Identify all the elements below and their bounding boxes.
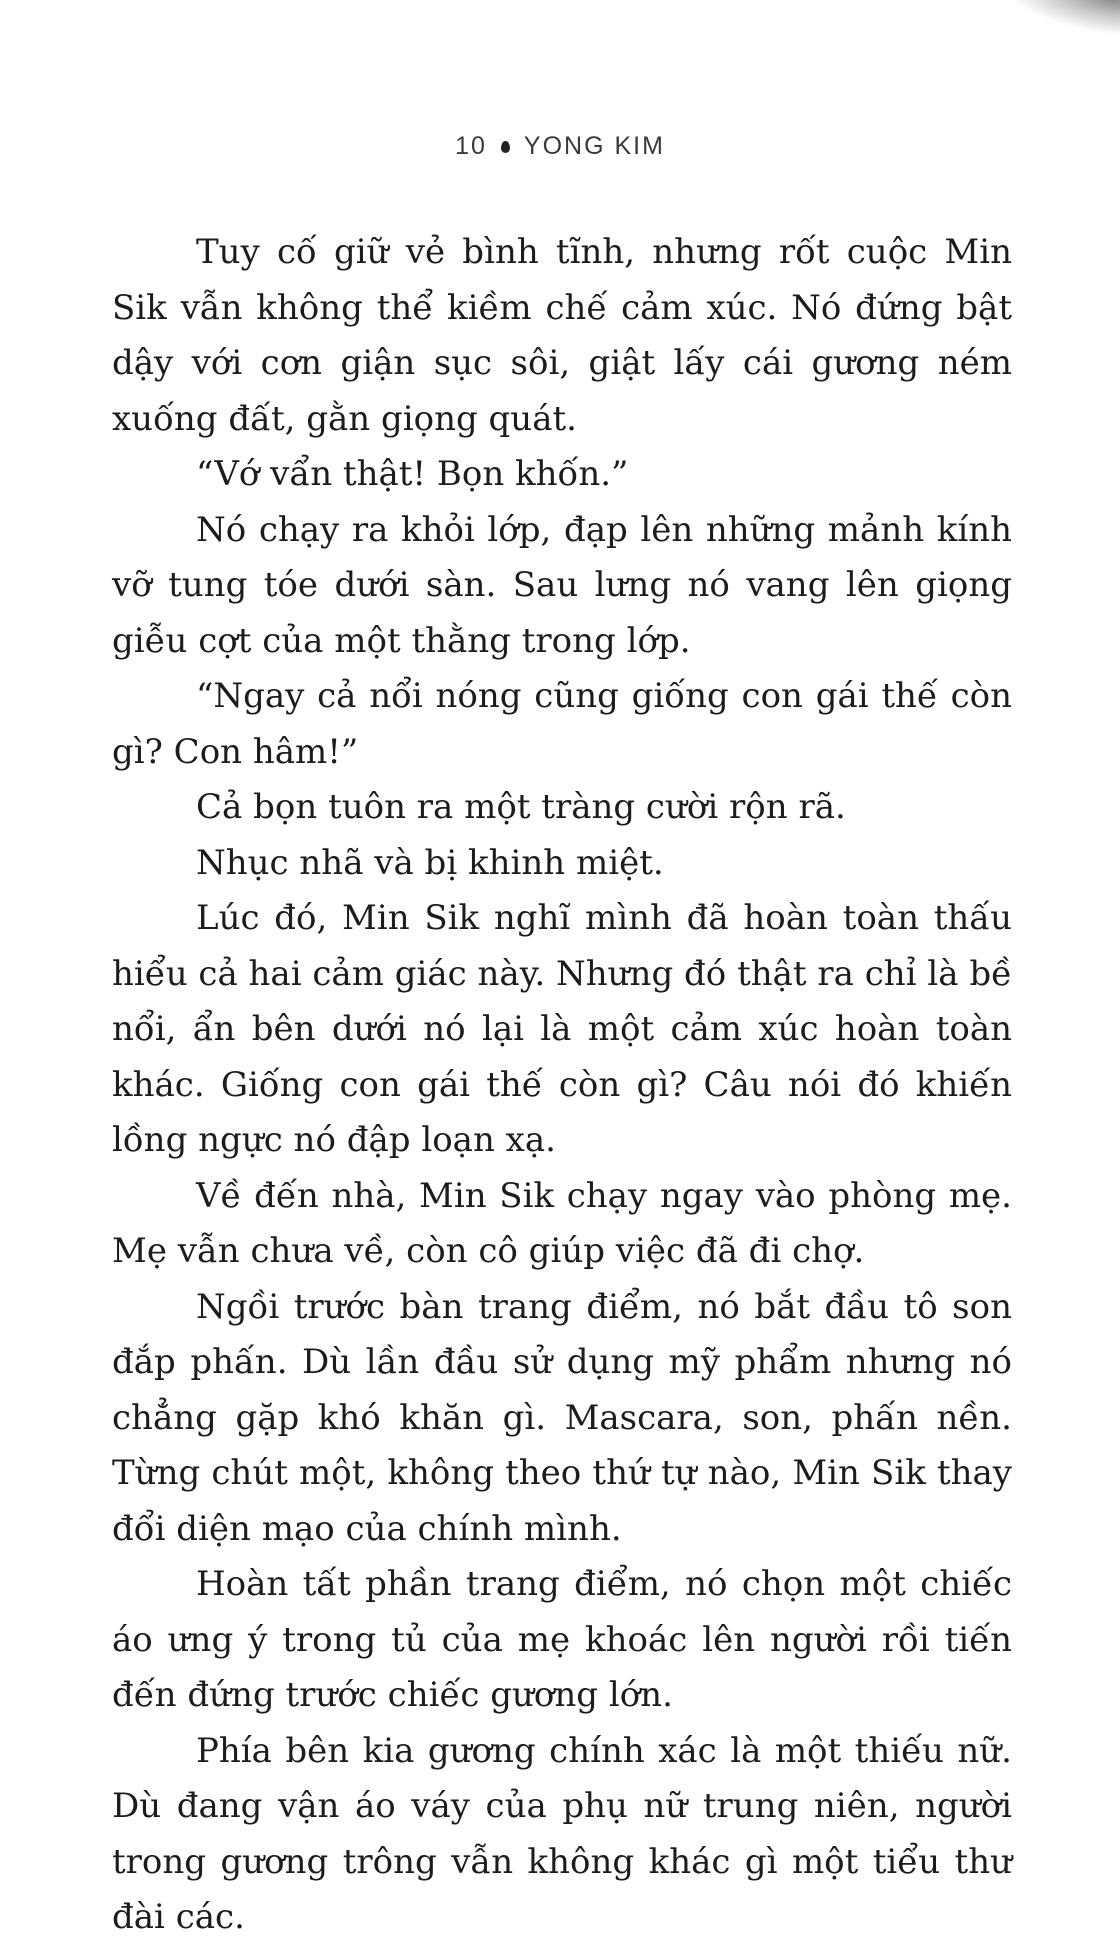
paragraph: Nó chạy ra khỏi lớp, đạp lên những mảnh kính vỡ tung tóe dưới sàn. Sau lưng nó vang lên giọng giễu cợt của một thằng trong lớp. bbox=[112, 509, 1012, 661]
page-number: 10 bbox=[455, 132, 487, 160]
paragraph: Hoàn tất phần trang điểm, nó chọn một chiếc áo ưng ý trong tủ của mẹ khoác lên người rồi tiến đến đứng trước chiếc gương lớn. bbox=[112, 1564, 1012, 1715]
paragraph: “Ngay cả nổi nóng cũng giống con gái thế còn gì? Con hâm!” bbox=[112, 676, 1012, 772]
author-name: YONG KIM bbox=[523, 132, 665, 160]
paragraph: “Vớ vẩn thật! Bọn khốn.” bbox=[196, 454, 629, 494]
page-corner-shadow bbox=[997, 0, 1120, 41]
paragraph: Ngồi trước bàn trang điểm, nó bắt đầu tô son đắp phấn. Dù lần đầu sử dụng mỹ phẩm nhưng nó chẳng gặp khó khăn gì. Mascara, son, phấn nền. Từng chút một, không theo thứ tự nào, Min Sik thay đổi diện mạo của chính mình. bbox=[112, 1286, 1012, 1549]
running-header bbox=[0, 132, 1120, 161]
paragraph: Tuy cố giữ vẻ bình tĩnh, nhưng rốt cuộc Min Sik vẫn không thể kiềm chế cảm xúc. Nó đứng bật dậy với cơn giận sục sôi, giật lấy cái gương ném xuống đất, gằn giọng quát. bbox=[112, 232, 1012, 439]
drop-ornament-icon bbox=[501, 141, 510, 153]
body-text bbox=[112, 225, 1012, 1946]
paragraph: Lúc đó, Min Sik nghĩ mình đã hoàn toàn thấu hiểu cả hai cảm giác này. Nhưng đó thật ra chỉ là bề nổi, ẩn bên dưới nó lại là một cảm xúc hoàn toàn khác. Giống con gái thế còn gì? Câu nói đó khiến lồng ngực nó đập loạn xạ. bbox=[112, 898, 1012, 1160]
paragraph: Về đến nhà, Min Sik chạy ngay vào phòng mẹ. Mẹ vẫn chưa về, còn cô giúp việc đã đi chợ. bbox=[112, 1175, 1012, 1271]
paragraph: Nhục nhã và bị khinh miệt. bbox=[196, 842, 664, 883]
paragraph: Phía bên kia gương chính xác là một thiếu nữ. Dù đang vận áo váy của phụ nữ trung niên, người trong gương trông vẫn không khác gì một tiểu thư đài các. bbox=[112, 1730, 1012, 1937]
paragraph: Cả bọn tuôn ra một tràng cười rộn rã. bbox=[196, 787, 846, 827]
